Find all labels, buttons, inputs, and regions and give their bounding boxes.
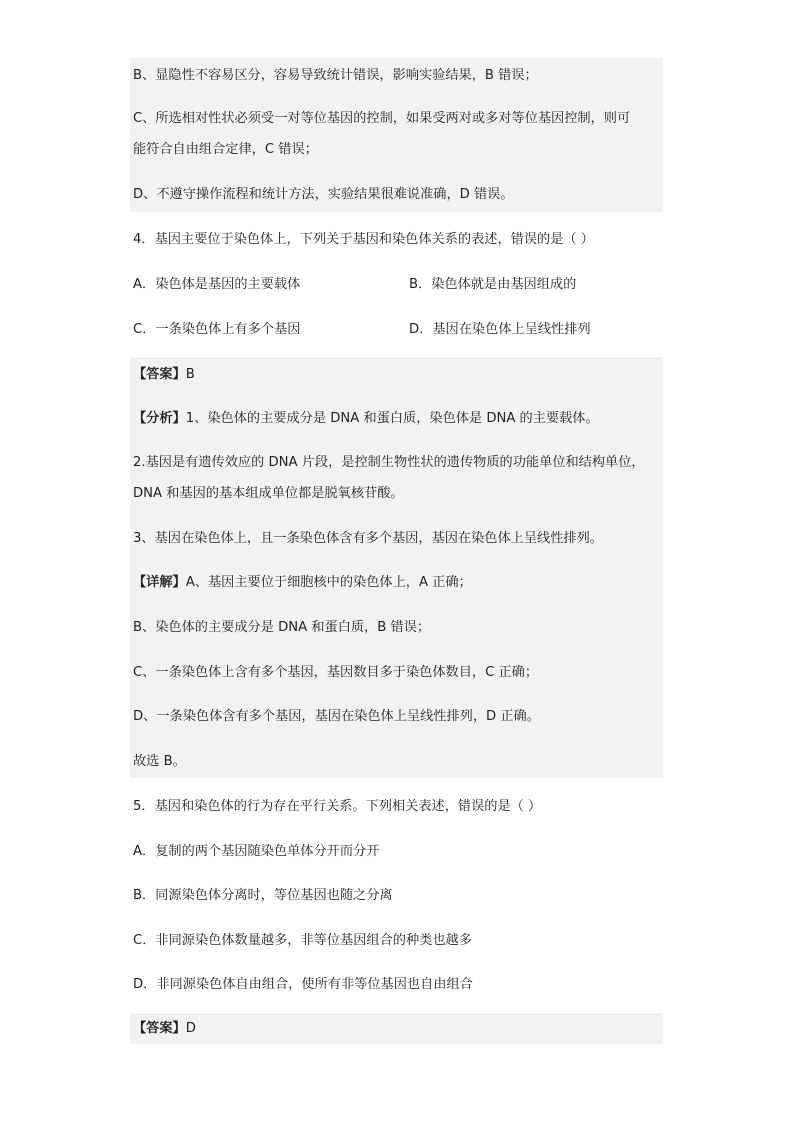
q4-answer-value: B xyxy=(185,367,195,382)
q4-detail-b: B、染色体的主要成分是 DNA 和蛋白质，B 错误； xyxy=(133,620,431,635)
prev-analysis-block xyxy=(130,58,663,212)
q4-solution-block xyxy=(130,357,663,778)
q4-analysis-2-line1: 2.基因是有遗传效应的 DNA 片段，是控制生物性状的遗传物质的功能单位和结构单位， xyxy=(133,455,645,470)
prev-analysis-c-line2: 能符合自由组合定律，C 错误； xyxy=(133,142,318,157)
q4-option-d: D．基因在染色体上呈线性排列 xyxy=(409,322,591,337)
q4-option-c: C．一条染色体上有多个基因 xyxy=(133,322,301,337)
q4-detail-a-text: A、基因主要位于细胞核中的染色体上，A 正确； xyxy=(185,575,472,590)
q4-answer xyxy=(133,365,195,385)
q4-stem: 4．基因主要位于染色体上，下列关于基因和染色体关系的表述，错误的是（ ） xyxy=(133,232,594,247)
q5-option-a: A．复制的两个基因随染色单体分开而分开 xyxy=(133,844,380,859)
q5-answer-value: D xyxy=(185,1021,196,1036)
q4-conclusion: 故选 B。 xyxy=(133,754,186,769)
q4-detail-d: D、一条染色体含有多个基因，基因在染色体上呈线性排列，D 正确。 xyxy=(133,709,540,724)
prev-analysis-c-line1: C、所选相对性状必须受一对等位基因的控制，如果受两对或多对等位基因控制，则可 xyxy=(133,111,631,126)
q5-answer xyxy=(133,1019,196,1039)
prev-analysis-d: D、不遵守操作流程和统计方法，实验结果很难说准确，D 错误。 xyxy=(133,187,514,202)
q4-detail-label: 【详解】 xyxy=(133,575,186,590)
q4-option-b: B．染色体就是由基因组成的 xyxy=(409,277,577,292)
q4-analysis-3: 3、基因在染色体上，且一条染色体含有多个基因，基因在染色体上呈线性排列。 xyxy=(133,531,603,546)
q4-detail-a xyxy=(133,573,472,593)
q4-analysis-label: 【分析】 xyxy=(133,411,186,426)
prev-analysis-b: B、显隐性不容易区分，容易导致统计错误，影响实验结果，B 错误； xyxy=(133,68,538,83)
q4-analysis-2-line2: DNA 和基因的基本组成单位都是脱氧核苷酸。 xyxy=(133,486,404,501)
q4-analysis-1 xyxy=(133,409,599,429)
q5-option-d: D．非同源染色体自由组合，使所有非等位基因也自由组合 xyxy=(133,977,473,992)
q5-answer-label: 【答案】 xyxy=(133,1021,186,1036)
q4-answer-label: 【答案】 xyxy=(133,367,186,382)
q4-detail-c: C、一条染色体上含有多个基因，基因数目多于染色体数目，C 正确； xyxy=(133,665,539,680)
q5-stem: 5．基因和染色体的行为存在平行关系。下列相关表述，错误的是（ ） xyxy=(133,799,542,814)
q4-option-a: A．染色体是基因的主要载体 xyxy=(133,277,301,292)
q5-option-c: C．非同源染色体数量越多，非等位基因组合的种类也越多 xyxy=(133,933,472,948)
q4-analysis-1-text: 1、染色体的主要成分是 DNA 和蛋白质，染色体是 DNA 的主要载体。 xyxy=(185,411,599,426)
q5-option-b: B．同源染色体分离时，等位基因也随之分离 xyxy=(133,888,393,903)
q5-solution-block xyxy=(130,1013,663,1044)
